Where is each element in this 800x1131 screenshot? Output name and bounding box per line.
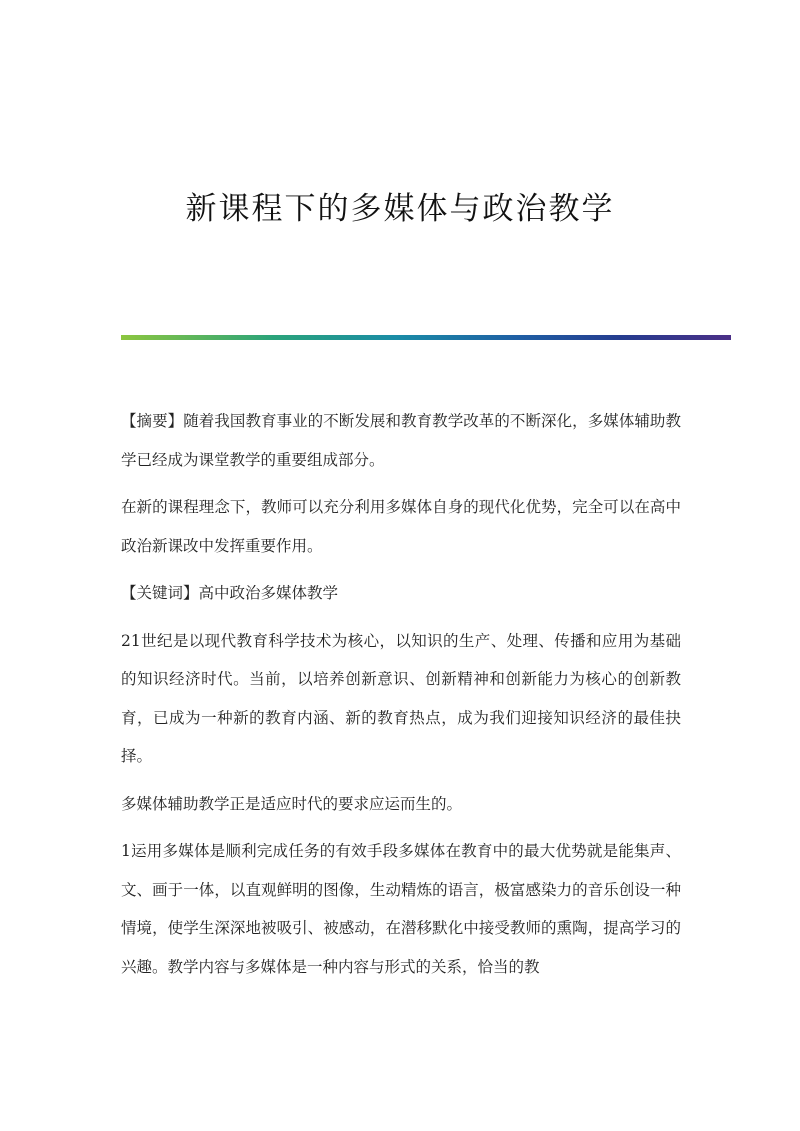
section-paragraph: 1运用多媒体是顺利完成任务的有效手段多媒体在教育中的最大优势就是能集声、文、画于一体，以直观鲜明的图像，生动精炼的语言，极富感染力的音乐创设一种情境，使学生深深地被吸引、被感动，在潜移默化中接受教师的熏陶，提高学习的兴趣。教学内容与多媒体是一种内容与形式的关系，恰当的教 <box>121 842 681 976</box>
document-body <box>121 402 681 995</box>
body-paragraph: 21世纪是以现代教育科学技术为核心，以知识的生产、处理、传播和应用为基础的知识经济时代。当前，以培养创新意识、创新精神和创新能力为核心的创新教育，已成为一种新的教育内涵、新的教育热点，成为我们迎接知识经济的最佳抉择。 <box>121 631 681 765</box>
body-paragraph: 在新的课程理念下，教师可以充分利用多媒体自身的现代化优势，完全可以在高中政治新课改中发挥重要作用。 <box>121 498 681 555</box>
keywords-paragraph: 【关键词】高中政治多媒体教学 <box>121 584 339 602</box>
document-title: 新课程下的多媒体与政治教学 <box>185 191 615 227</box>
body-paragraph: 多媒体辅助教学正是适应时代的要求应运而生的。 <box>121 794 463 813</box>
title-divider <box>121 335 731 340</box>
abstract-paragraph: 【摘要】随着我国教育事业的不断发展和教育教学改革的不断深化，多媒体辅助教学已经成为课堂教学的重要组成部分。 <box>121 412 681 469</box>
